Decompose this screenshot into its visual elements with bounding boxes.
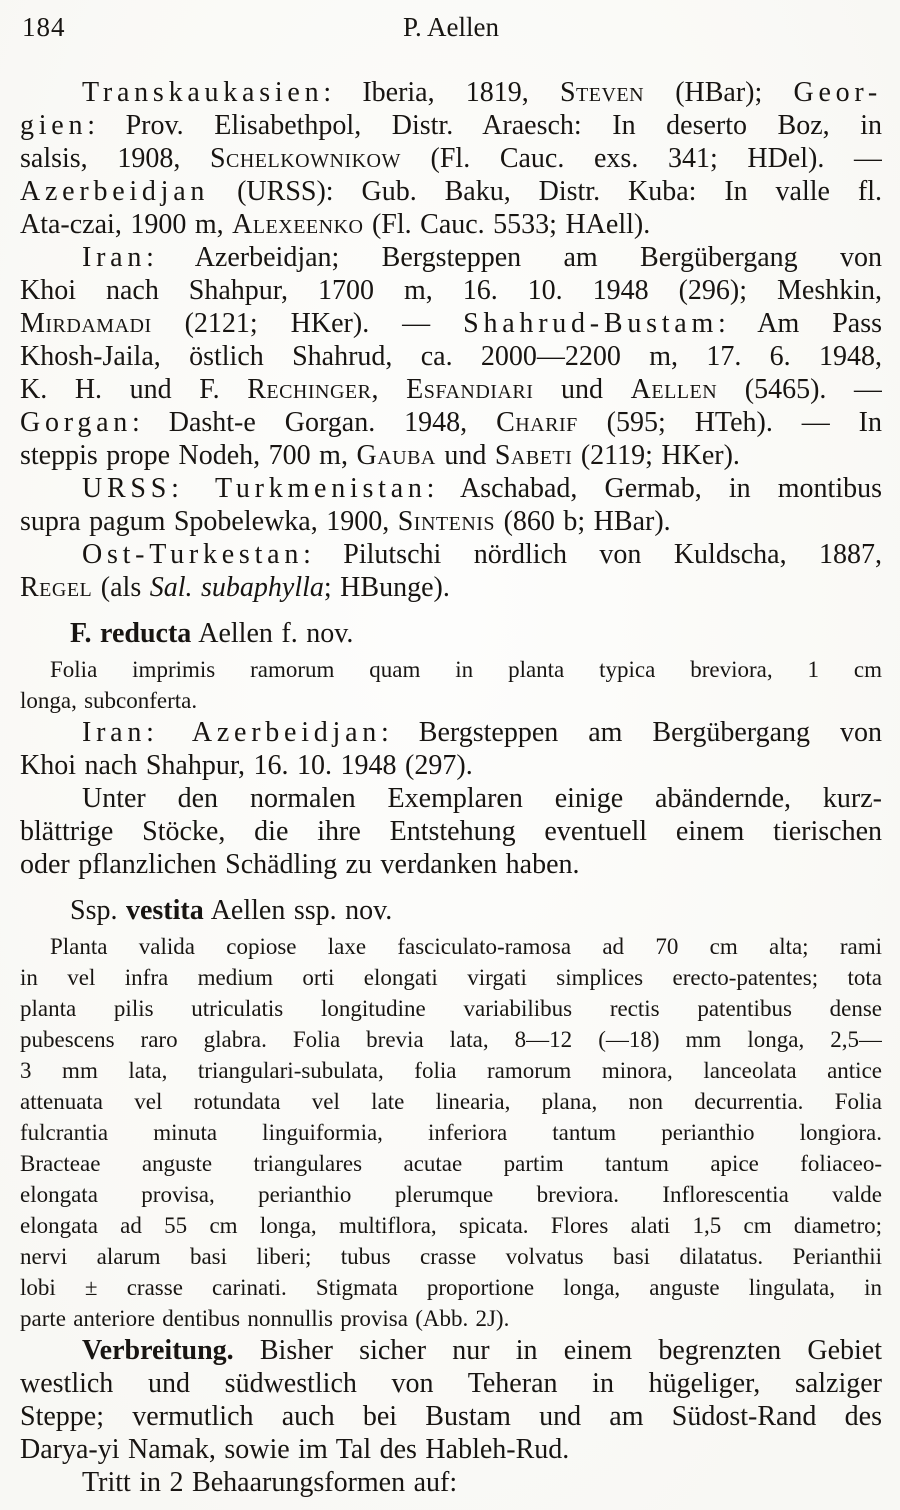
para-unter-den-normalen [20, 782, 882, 881]
para-iran-azerbeidjan-line-1 [20, 241, 882, 274]
text-segment: (als [92, 572, 150, 603]
para-folia-imprimis-line-1 [20, 654, 882, 685]
text-segment: Iran: Azerbeidjan [82, 717, 382, 748]
text-segment: Darya-yi Namak, sowie im Tal des Hableh-Rud. [20, 1434, 570, 1465]
para-verbreitung-line-2 [20, 1367, 882, 1400]
text-segment: Regel [20, 572, 93, 603]
text-segment: pubescens raro glabra. Folia brevia lata, 8—12 (—18) mm longa, 2,5— [20, 1027, 882, 1052]
text-segment: salsis, 1908, [20, 143, 210, 174]
text-segment: fulcrantia minuta linguiformia, inferiora tantum perianthio longiora. [20, 1120, 882, 1145]
text-segment: Aellen f. nov. [191, 618, 354, 649]
para-planta-valida-line-4 [20, 1024, 882, 1055]
page-body [20, 76, 882, 1499]
para-ost-turkestan [20, 538, 882, 604]
text-segment: Charif [496, 407, 578, 438]
para-iran-azerbeidjan [20, 241, 882, 472]
para-ost-turkestan-line-1 [20, 538, 882, 571]
para-planta-valida-line-11 [20, 1241, 882, 1272]
text-segment: URSS: Turkmenistan [82, 473, 427, 504]
para-planta-valida-line-12 [20, 1272, 882, 1303]
text-segment: (URSS): Gub. Baku, Distr. Kuba: In valle fl. [209, 176, 882, 207]
text-segment: Schelkownikow [209, 143, 401, 174]
para-iran-azerbeidjan-line-6 [20, 406, 882, 439]
text-segment: ; HBunge). [323, 572, 450, 603]
text-segment: parte anteriore dentibus nonnullis provisa (Abb. 2J). [20, 1306, 510, 1331]
text-segment: Ssp. [70, 895, 126, 926]
text-segment: nervi alarum basi liberi; tubus crasse volvatus basi dilatatus. Perianthii [20, 1244, 882, 1269]
text-segment: (Fl. Cauc. exs. 341; HDel). — [400, 143, 882, 174]
text-segment: Sabeti [494, 440, 573, 471]
text-segment: Gorgan [20, 407, 133, 438]
text-segment: planta pilis utriculatis longitudine variabilibus rectis patentibus dense [20, 996, 882, 1021]
para-verbreitung-line-1 [20, 1334, 882, 1367]
para-iran-azerbeidjan-2-line-1 [20, 716, 882, 749]
text-segment: Sal. subaphylla [149, 572, 324, 603]
page-number: 184 [22, 12, 66, 42]
text-segment: : Dasht-e Gorgan. 1948, [132, 407, 497, 438]
heading-ssp-vestita [20, 894, 882, 927]
text-segment: (595; HTeh). — In [577, 407, 882, 438]
text-segment: Verbreitung. [82, 1335, 234, 1366]
text-segment: 3 mm lata, triangulari-subulata, folia ramorum minora, lanceolata antice [20, 1058, 882, 1083]
text-segment: Rechinger [247, 374, 372, 405]
para-transkaukasien-line-4 [20, 175, 882, 208]
text-segment: vestita [125, 895, 204, 926]
text-segment: (Fl. Cauc. 5533; HAell). [363, 209, 651, 240]
text-segment: : Prov. Elisabethpol, Distr. Araesch: In deserto Boz, in [87, 110, 882, 141]
text-segment: Gauba [356, 440, 436, 471]
para-folia-imprimis [20, 654, 882, 716]
text-segment: Iran [82, 242, 147, 273]
text-segment: Azerbeidjan [20, 176, 210, 207]
para-tritt [20, 1466, 882, 1499]
para-verbreitung-line-3 [20, 1400, 882, 1433]
text-segment: Sintenis [397, 506, 496, 537]
page-header [20, 12, 882, 46]
text-segment: attenuata vel rotundata vel late linearia, plana, non decurrentia. Folia [20, 1089, 882, 1114]
para-unter-den-normalen-line-3 [20, 848, 882, 881]
para-planta-valida-line-7 [20, 1117, 882, 1148]
heading-f-reducta [20, 617, 882, 650]
text-segment: elongata provisa, perianthio plerumque breviora. Inflorescentia valde [20, 1182, 882, 1207]
text-segment: : Azerbeidjan; Bergsteppen am Bergübergang von [146, 242, 882, 273]
text-segment: K. H. und F. [20, 374, 248, 405]
para-verbreitung-line-4 [20, 1433, 882, 1466]
text-segment: Steven [559, 77, 645, 108]
para-verbreitung [20, 1334, 882, 1466]
text-segment: Khoi nach Shahpur, 16. 10. 1948 (297). [20, 750, 473, 781]
text-segment: supra pagum Spobelewka, 1900, [20, 506, 398, 537]
para-planta-valida-line-2 [20, 962, 882, 993]
text-segment: : Pilutschi nördlich von Kuldscha, 1887, [303, 539, 882, 570]
text-segment: Folia imprimis ramorum quam in planta typica breviora, 1 cm [50, 657, 882, 682]
para-planta-valida-line-10 [20, 1210, 882, 1241]
para-iran-azerbeidjan-line-7 [20, 439, 882, 472]
para-urss-turkmenistan-line-1 [20, 472, 882, 505]
para-planta-valida-line-3 [20, 993, 882, 1024]
text-segment: und [435, 440, 495, 471]
para-iran-azerbeidjan-2 [20, 716, 882, 782]
text-segment: , [371, 374, 407, 405]
text-segment: (5465). — [717, 374, 882, 405]
text-segment: Transkaukasien [82, 77, 324, 108]
text-segment: Geor- [793, 77, 882, 108]
text-segment: Bisher sicher nur in einem begrenzten Gebiet [233, 1335, 882, 1366]
text-segment: : Aschabad, Germab, in montibus [426, 473, 882, 504]
para-planta-valida-line-8 [20, 1148, 882, 1179]
text-segment: : Am Pass [718, 308, 882, 339]
text-segment: Ata-czai, 1900 m, [20, 209, 233, 240]
text-segment: oder pflanzlichen Schädling zu verdanken haben. [20, 849, 580, 880]
text-segment: lobi ± crasse carinati. Stigmata proportione longa, anguste lingulata, in [20, 1275, 882, 1300]
text-segment: Unter den normalen Exemplaren einige abändernde, kurz- [82, 783, 882, 814]
para-ost-turkestan-line-2 [20, 571, 882, 604]
text-segment: elongata ad 55 cm longa, multiflora, spicata. Flores alati 1,5 cm diametro; [20, 1213, 882, 1238]
para-urss-turkmenistan [20, 472, 882, 538]
text-segment: (HBar); [644, 77, 794, 108]
text-segment: Aellen [630, 374, 718, 405]
text-segment: westlich und südwestlich von Teheran in hügeliger, salziger [20, 1368, 882, 1399]
para-planta-valida-line-5 [20, 1055, 882, 1086]
text-segment: steppis prope Nodeh, 700 m, [20, 440, 357, 471]
para-iran-azerbeidjan-line-4 [20, 340, 882, 373]
text-segment: Tritt in 2 Behaarungsformen auf: [82, 1467, 458, 1498]
text-segment: Alexeenko [232, 209, 364, 240]
text-segment: Khosh-Jaila, östlich Shahrud, ca. 2000—2200 m, 17. 6. 1948, [20, 341, 882, 372]
text-segment: (860 b; HBar). [495, 506, 671, 537]
para-transkaukasien [20, 76, 882, 241]
para-planta-valida-line-6 [20, 1086, 882, 1117]
para-transkaukasien-line-5 [20, 208, 882, 241]
text-segment: gien [20, 110, 88, 141]
text-segment: Planta valida copiose laxe fasciculato-ramosa ad 70 cm alta; rami [50, 934, 882, 959]
text-segment: Aellen ssp. nov. [203, 895, 393, 926]
para-transkaukasien-line-2 [20, 109, 882, 142]
para-iran-azerbeidjan-line-2 [20, 274, 882, 307]
text-segment: Shahrud-Bustam [463, 308, 719, 339]
para-planta-valida [20, 931, 882, 1334]
para-iran-azerbeidjan-line-5 [20, 373, 882, 406]
para-folia-imprimis-line-2 [20, 685, 882, 716]
para-planta-valida-line-1 [20, 931, 882, 962]
text-segment: Bracteae anguste triangulares acutae partim tantum apice foliaceo- [20, 1151, 882, 1176]
para-unter-den-normalen-line-2 [20, 815, 882, 848]
para-transkaukasien-line-3 [20, 142, 882, 175]
text-segment: longa, subconferta. [20, 688, 198, 713]
para-iran-azerbeidjan-2-line-2 [20, 749, 882, 782]
text-segment: Esfandiari [406, 374, 534, 405]
heading-ssp-vestita-line-1 [20, 894, 882, 927]
para-iran-azerbeidjan-line-3 [20, 307, 882, 340]
text-segment: Khoi nach Shahpur, 1700 m, 16. 10. 1948 (296); Meshkin, [20, 275, 882, 306]
text-segment: (2119; HKer). [572, 440, 740, 471]
text-segment: F. reducta [70, 618, 192, 649]
text-segment: Steppe; vermutlich auch bei Bustam und am Südost-Rand des [20, 1401, 882, 1432]
running-head: P. Aellen [402, 12, 500, 42]
text-segment: (2121; HKer). — [151, 308, 464, 339]
para-transkaukasien-line-1 [20, 76, 882, 109]
para-unter-den-normalen-line-1 [20, 782, 882, 815]
text-segment: Mirdamadi [20, 308, 152, 339]
text-segment: : Bergsteppen am Bergübergang von [381, 717, 882, 748]
text-segment: : Iberia, 1819, [323, 77, 560, 108]
text-segment: in vel infra medium orti elongati virgati simplices erecto-patentes; tota [20, 965, 882, 990]
heading-f-reducta-line-1 [20, 617, 882, 650]
text-segment: Ost-Turkestan [82, 539, 304, 570]
para-planta-valida-line-9 [20, 1179, 882, 1210]
text-segment: blättrige Stöcke, die ihre Entstehung eventuell einem tierischen [20, 816, 882, 847]
text-segment: und [533, 374, 631, 405]
para-tritt-line-1 [20, 1466, 882, 1499]
para-planta-valida-line-13 [20, 1303, 882, 1334]
para-urss-turkmenistan-line-2 [20, 505, 882, 538]
